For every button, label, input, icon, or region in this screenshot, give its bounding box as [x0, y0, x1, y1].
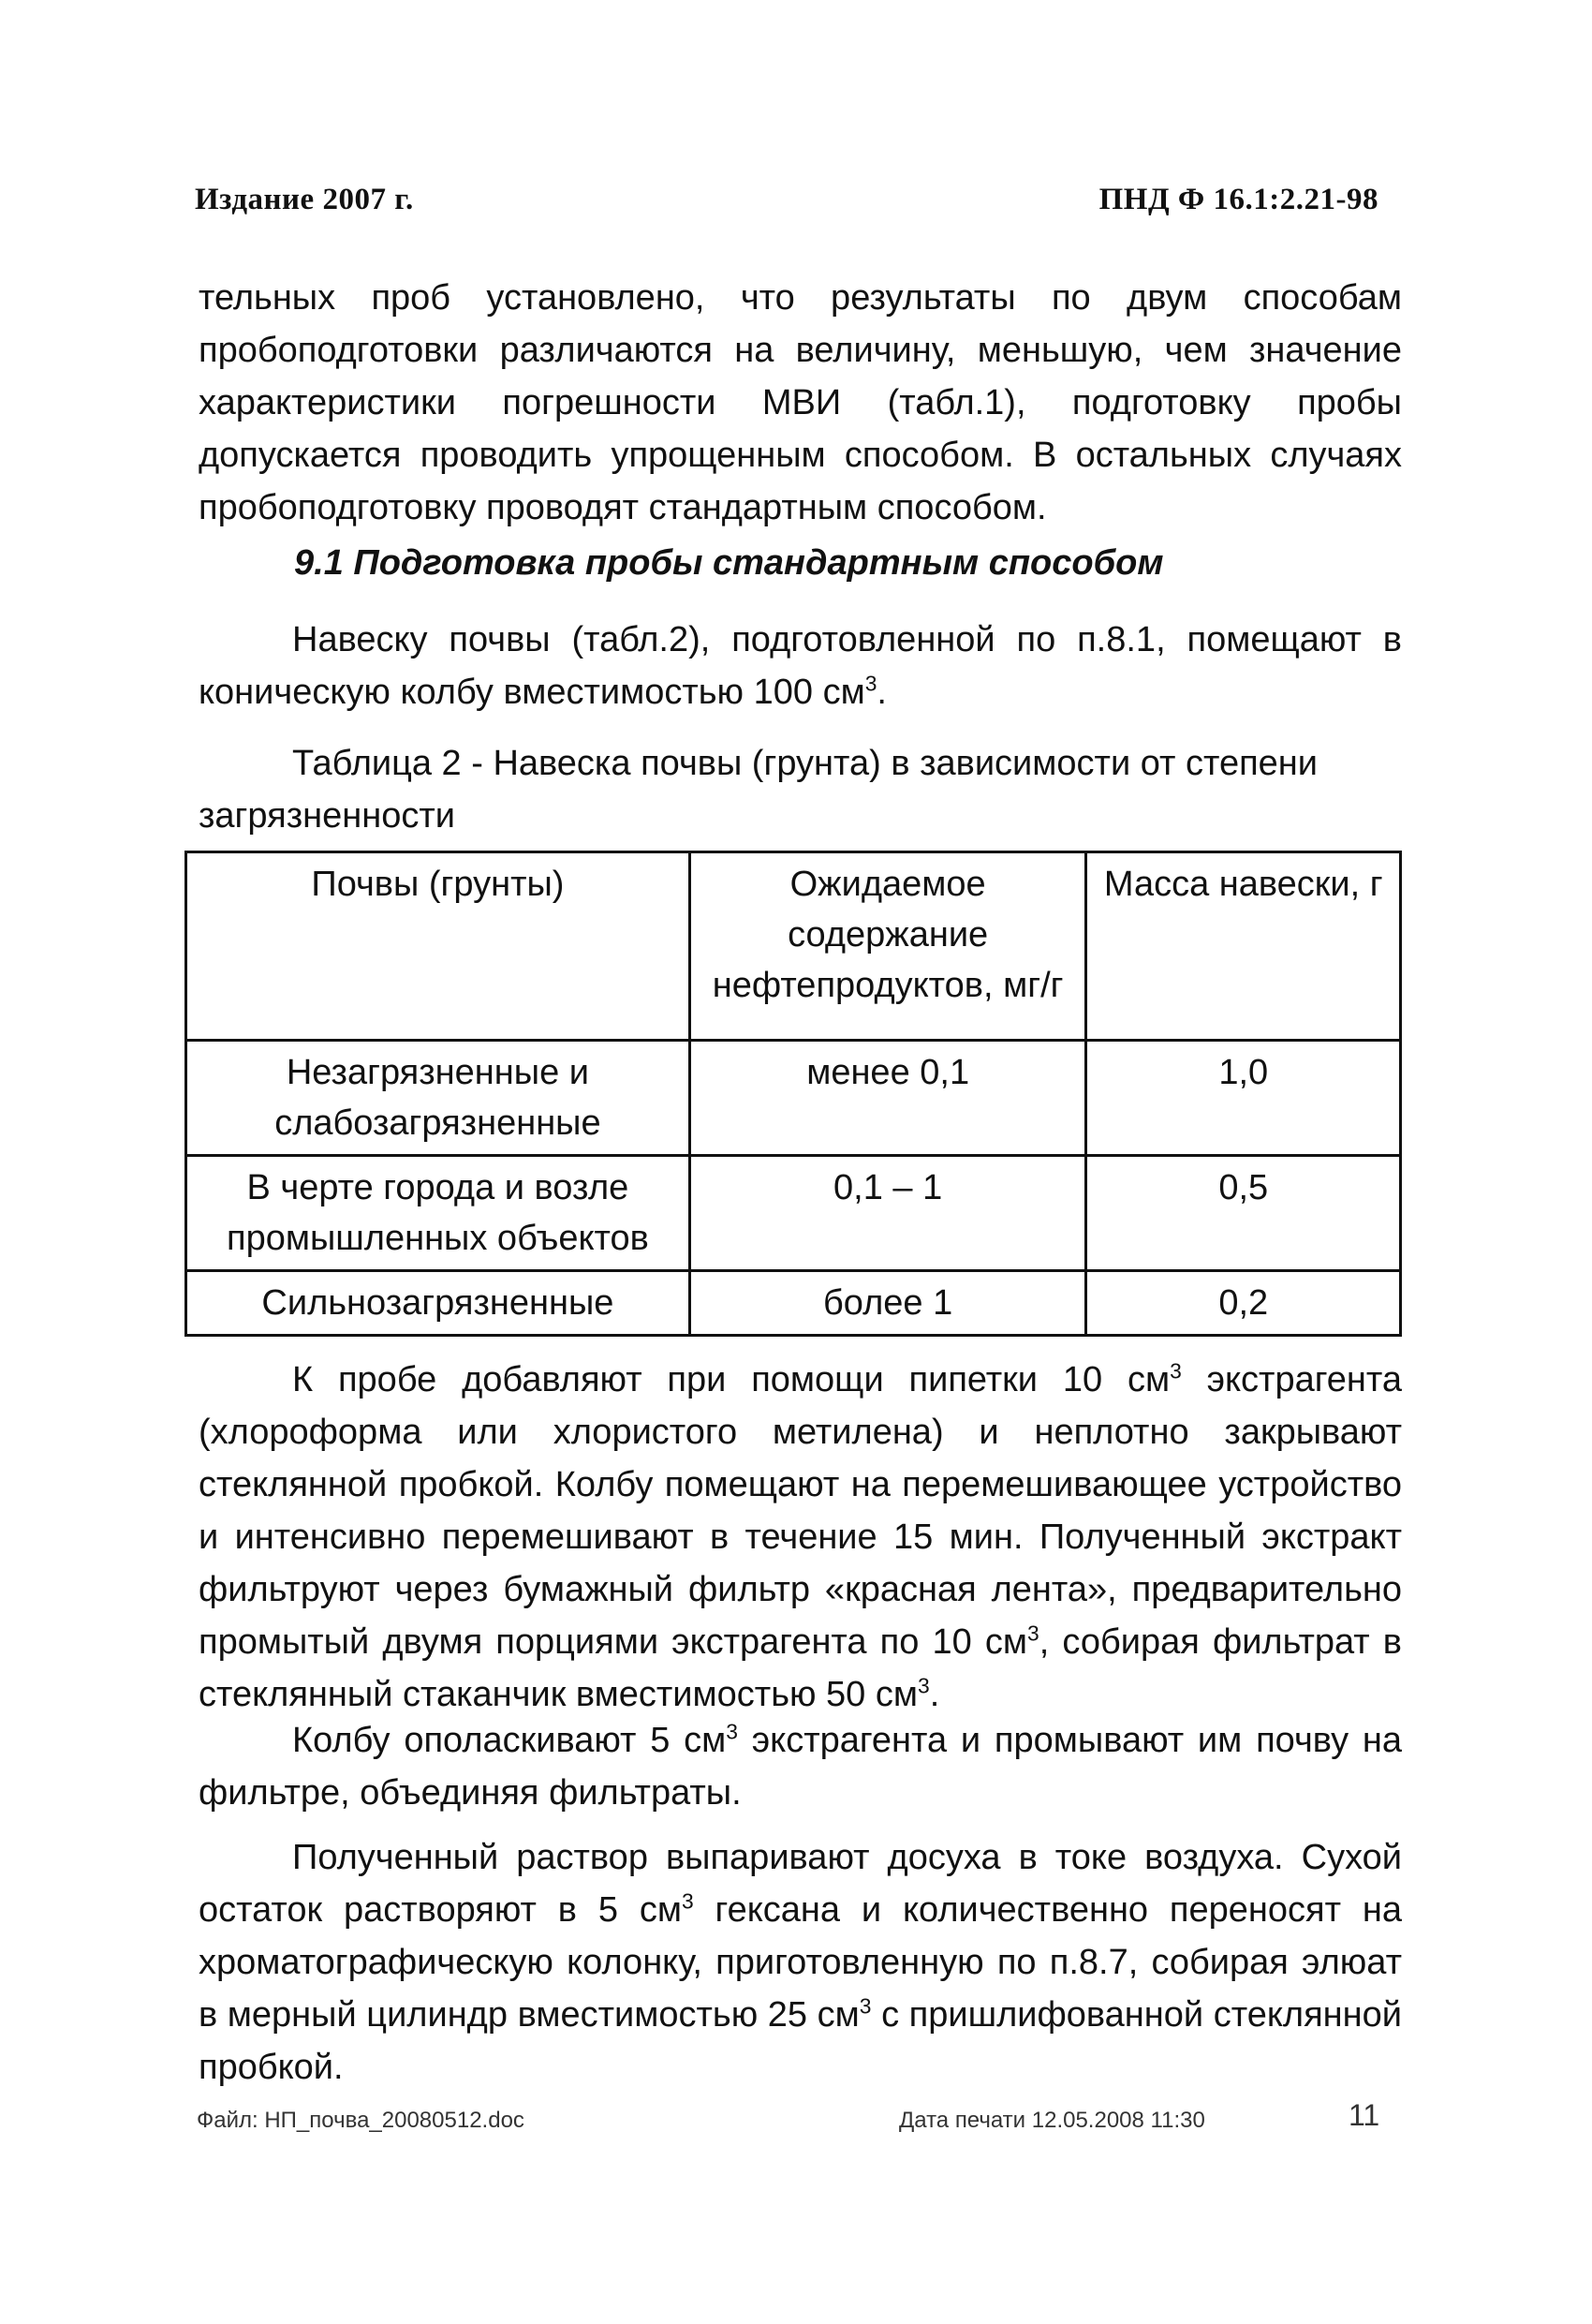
- table-header-cell: Почвы (грунты): [186, 852, 690, 1041]
- table-cell: менее 0,1: [689, 1041, 1086, 1156]
- page-number: 11: [1349, 2098, 1380, 2132]
- paragraph-rinse: Колбу ополаскивают 5 $см^3$ экстрагента и промывают им почву на фильтре, объединяя фильтраты.: [199, 1719, 1402, 1813]
- soil-weight-table: [184, 851, 1402, 1337]
- table-cell: 0,5: [1086, 1156, 1401, 1271]
- table-caption: Таблица 2 - Навеска почвы (грунта) в зависимости от степени загрязненности: [199, 744, 1319, 836]
- table-header-cell: Ожидаемое содержание нефтепродуктов, мг/г: [689, 852, 1086, 1041]
- paragraph-extraction: К пробе добавляют при помощи пипетки 10 $см^3$ экстрагента (хлороформа или хлористого метилена) и неплотно закрывают стеклянной пробкой. Колбу помещают на перемешивающее устройство и интенсивно перемешивают в течение 15 мин. Полученный экстракт фильтруют через бумажный фильтр «красная лента», предварительно промытый двумя порциями экстрагента по 10 $см^3$, собирая фильтрат в стеклянный стаканчик вместимостью 50 $см^3$.: [199, 1358, 1402, 1714]
- paragraph-evaporation: Полученный раствор выпаривают досуха в токе воздуха. Сухой остаток растворяют в 5 $см^3$ гексана и количественно переносят на хроматографическую колонку, приготовленную по п.8.7, собирая элюат в мерный цилиндр вместимостью 25 $см^3$ с пришлифованной стеклянной пробкой.: [199, 1838, 1403, 2087]
- table-cell: Сильнозагрязненные: [186, 1271, 690, 1336]
- footer-print-date: Дата печати 12.05.2008 11:30: [899, 2108, 1205, 2133]
- paragraph-intro: тельных проб установлено, что результаты по двум способам пробоподготовки различаются на величину, меньшую, чем значение характеристики погрешности МВИ (табл.1), подготовку пробы допускается проводить упрощенным способом. В остальных случаях пробоподготовку проводят стандартным способом.: [199, 278, 1402, 527]
- table-row: [186, 1041, 1401, 1156]
- edition-header: Издание 2007 г.: [195, 183, 414, 216]
- table-header-cell: Масса навески, г: [1086, 852, 1401, 1041]
- table-cell: В черте города и возле промышленных объектов: [186, 1156, 690, 1271]
- footer-filename: Файл: НП_почва_20080512.doc: [197, 2108, 524, 2133]
- section-title: 9.1 Подготовка пробы стандартным способом: [294, 543, 1164, 583]
- table-row: [186, 1156, 1401, 1271]
- table-cell: 1,0: [1086, 1041, 1401, 1156]
- document-code-header: ПНД Ф 16.1:2.21-98: [1098, 183, 1378, 216]
- table-row: [186, 1271, 1401, 1336]
- table-cell: 0,2: [1086, 1271, 1401, 1336]
- paragraph-sample-weight: Навеску почвы (табл.2), подготовленной по п.8.1, помещают в коническую колбу вместимостью 100 $см^3$.: [199, 620, 1402, 712]
- table-cell: 0,1 – 1: [689, 1156, 1086, 1271]
- table-cell: Незагрязненные и слабозагрязненные: [186, 1041, 690, 1156]
- table-header-row: [186, 852, 1401, 1041]
- table-cell: более 1: [689, 1271, 1086, 1336]
